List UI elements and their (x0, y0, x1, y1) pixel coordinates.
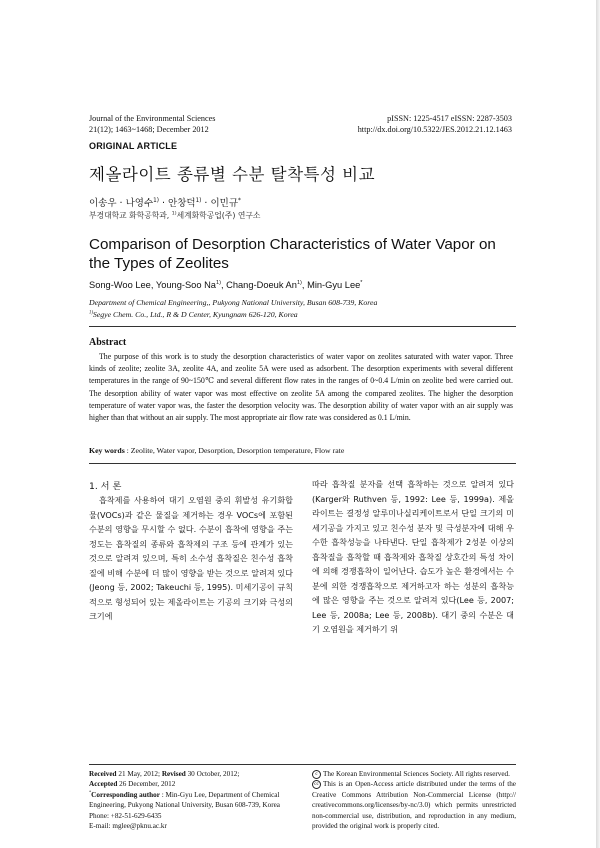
english-author-names-a: Song-Woo Lee, Young-Soo Na (89, 280, 216, 290)
phone: Phone: +82-51-629-6435 (89, 811, 162, 820)
section-heading-introduction: 1. 서 론 (89, 481, 122, 492)
corresponding-author (89, 790, 299, 811)
divider-footnote (89, 764, 516, 765)
keywords (89, 446, 344, 455)
journal-name: Journal of the Environmental Sciences (89, 114, 216, 123)
received-date: 21 May, 2012; (116, 770, 162, 778)
corresponding-label: Corresponding author (91, 790, 160, 799)
divider-top (89, 326, 516, 327)
affil-mark: 1) (215, 279, 221, 286)
article-type: ORIGINAL ARTICLE (89, 141, 178, 151)
keywords-label: Key words (89, 446, 125, 455)
keywords-list: : Zeolite, Water vapor, Desorption, Desorption temperature, Flow rate (124, 446, 345, 455)
korean-affiliation (89, 210, 260, 221)
accepted-date: 26 December, 2012 (117, 780, 176, 789)
affil-mark: 1) (195, 197, 202, 204)
english-affiliation-2-text: Segye Chem. Co., Ltd., R & D Center, Kyungnam 626-120, Korea (92, 309, 298, 319)
page-edge-shadow (596, 0, 600, 848)
journal-header-right (358, 113, 512, 135)
creative-commons-icon: cc (312, 780, 321, 789)
abstract-body: The purpose of this work is to study the desorption characteristics of water vapor on zeolites saturated with water vapor. Three kinds of zeolite; zeolite 3A, zeolite 4A, and zeolite 5A were used as adsorbent. The desorption experiments with several different temperatures in the range of 90~150℃ and several different flow rates in the ranges of 0~0.4 L/min on zeolite bed were carried out. The desorption ability of water vapor was most effective on zeolite 5A among the compared zeolites. The higher the desorption temperature of water vapor was, the faster the desorption velocity was. The desorption ability of water vapor with an air supply was higher than that without an air supply. The most appropriate air flow rate was considered as 0.1 L/min. (89, 352, 513, 423)
received-line (89, 769, 299, 779)
doi-link[interactable]: http://dx.doi.org/10.5322/JES.2012.21.12.1463 (357, 125, 512, 134)
english-author-names-c: , Min-Gyu Lee (301, 280, 361, 290)
copyright-line (312, 769, 516, 779)
korean-author-names-b: · 안창덕 (158, 198, 196, 209)
corresponding-mark: * (360, 279, 363, 286)
english-authors (89, 280, 362, 290)
footnote-right (312, 769, 516, 831)
affil-mark: 1) (171, 211, 177, 217)
email[interactable]: E-mail: mglee@pknu.ac.kr (89, 822, 167, 831)
accepted-line (89, 779, 299, 789)
english-affiliation-2 (89, 309, 529, 321)
issn: pISSN: 1225-4517 eISSN: 2287-3503 (387, 114, 512, 123)
revised-date: 30 October, 2012; (185, 770, 240, 778)
english-affiliation (89, 297, 529, 320)
received-label: Received (89, 770, 117, 778)
korean-author-names-a: 이송우 · 나영수 (89, 198, 154, 209)
korean-author-names-c: · 이민규 (201, 198, 238, 209)
abstract-heading: Abstract (89, 337, 127, 348)
affil-mark: 1) (89, 309, 93, 315)
footnote-left (89, 769, 299, 831)
accepted-label: Accepted (89, 780, 118, 789)
copyright-icon: c (312, 770, 321, 779)
english-author-names-b: , Chang-Doeuk An (220, 280, 297, 290)
body-column-left: 흡착제를 사용하여 대기 오염원 중의 휘발성 유기화합물(VOCs)과 같은 물질을 제거하는 경우 VOCs에 포함된 수분의 영향을 무시할 수 없다. 수분이 흡착에 영향을 주는 정도는 흡착질의 종류와 흡착제의 구조 등에 관계가 있는 것으로 알려져 있으며, 특히 소수성 흡착질은 친수성 흡착질에 비해 수분에 더 많이 영향을 받는 것으로 알려져 있다(Jeong 등, 2002; Takeuchi 등, 1995). 미세기공이 규칙적으로 형성되어 있는 제올라이트는 기공의 크기와 극성의 크기에 (89, 495, 293, 621)
revised-label: Revised (161, 770, 186, 778)
corresponding-text: : Min-Gyu Lee, Department of Chemical Engineering, Pukyong National University, Busan 608-739, Korea (89, 790, 280, 810)
journal-volume: 21(12); 1463~1468; December 2012 (89, 125, 209, 134)
corresponding-mark: * (238, 197, 241, 204)
journal-header-left (89, 113, 215, 135)
korean-affil-b: 세계화학공업(주) 연구소 (176, 211, 261, 220)
corresponding-mark: * (89, 789, 92, 795)
body-column-right: 따라 흡착질 분자를 선택 흡착하는 것으로 알려져 있다(Karger와 Ruthven 등, 1992: Lee 등, 1999a). 제올라이트는 결정성 알루미나실리케이트로서 단일 크기의 미세기공을 가지고 있고 친수성 분자 및 극성분자에 대해 우수한 흡착성능을 나타낸다. 단일 흡착제가 2성분 이상의 흡착질을 흡착할 때 흡착제와 흡착질 상호간의 특성 차이에 의해 경쟁흡착이 일어난다. 습도가 높은 환경에서는 수분에 의한 경쟁흡착으로 제거하고자 하는 성분의 흡착능에 많은 영향을 주는 것으로 알려져 있다(Lee 등, 2007; Lee 등, 2008a; Lee 등, 2008b). 대기 중의 수분은 대기 오염원을 제거하기 위 (312, 479, 514, 634)
english-title: Comparison of Desorption Characteristics of Water Vapor on the Types of Zeolites (89, 236, 496, 272)
korean-affil-a: 부경대학교 화학공학과, (89, 211, 172, 220)
korean-authors (89, 195, 241, 209)
korean-title: 제올라이트 종류별 수분 탈착특성 비교 (89, 165, 376, 184)
divider-abstract (89, 463, 516, 464)
affil-mark: 1) (153, 197, 159, 204)
english-affiliation-1: Department of Chemical Engineering,, Pukyong National University, Busan 608-739, Korea (89, 298, 378, 307)
affil-mark: 1) (296, 279, 302, 286)
license-text: This is an Open-Access article distributed under the terms of the Creative Commons Attribution Non-Commercial License (http:// creativecommons.org/licenses/by-nc/3.0) which permits unrestricted non-commercial use, distribution, and reproduction in any medium, provided the original work is properly cited. (312, 780, 516, 831)
license-line (312, 779, 516, 831)
copyright-text: The Korean Environmental Sciences Society. All rights reserved. (323, 770, 510, 778)
